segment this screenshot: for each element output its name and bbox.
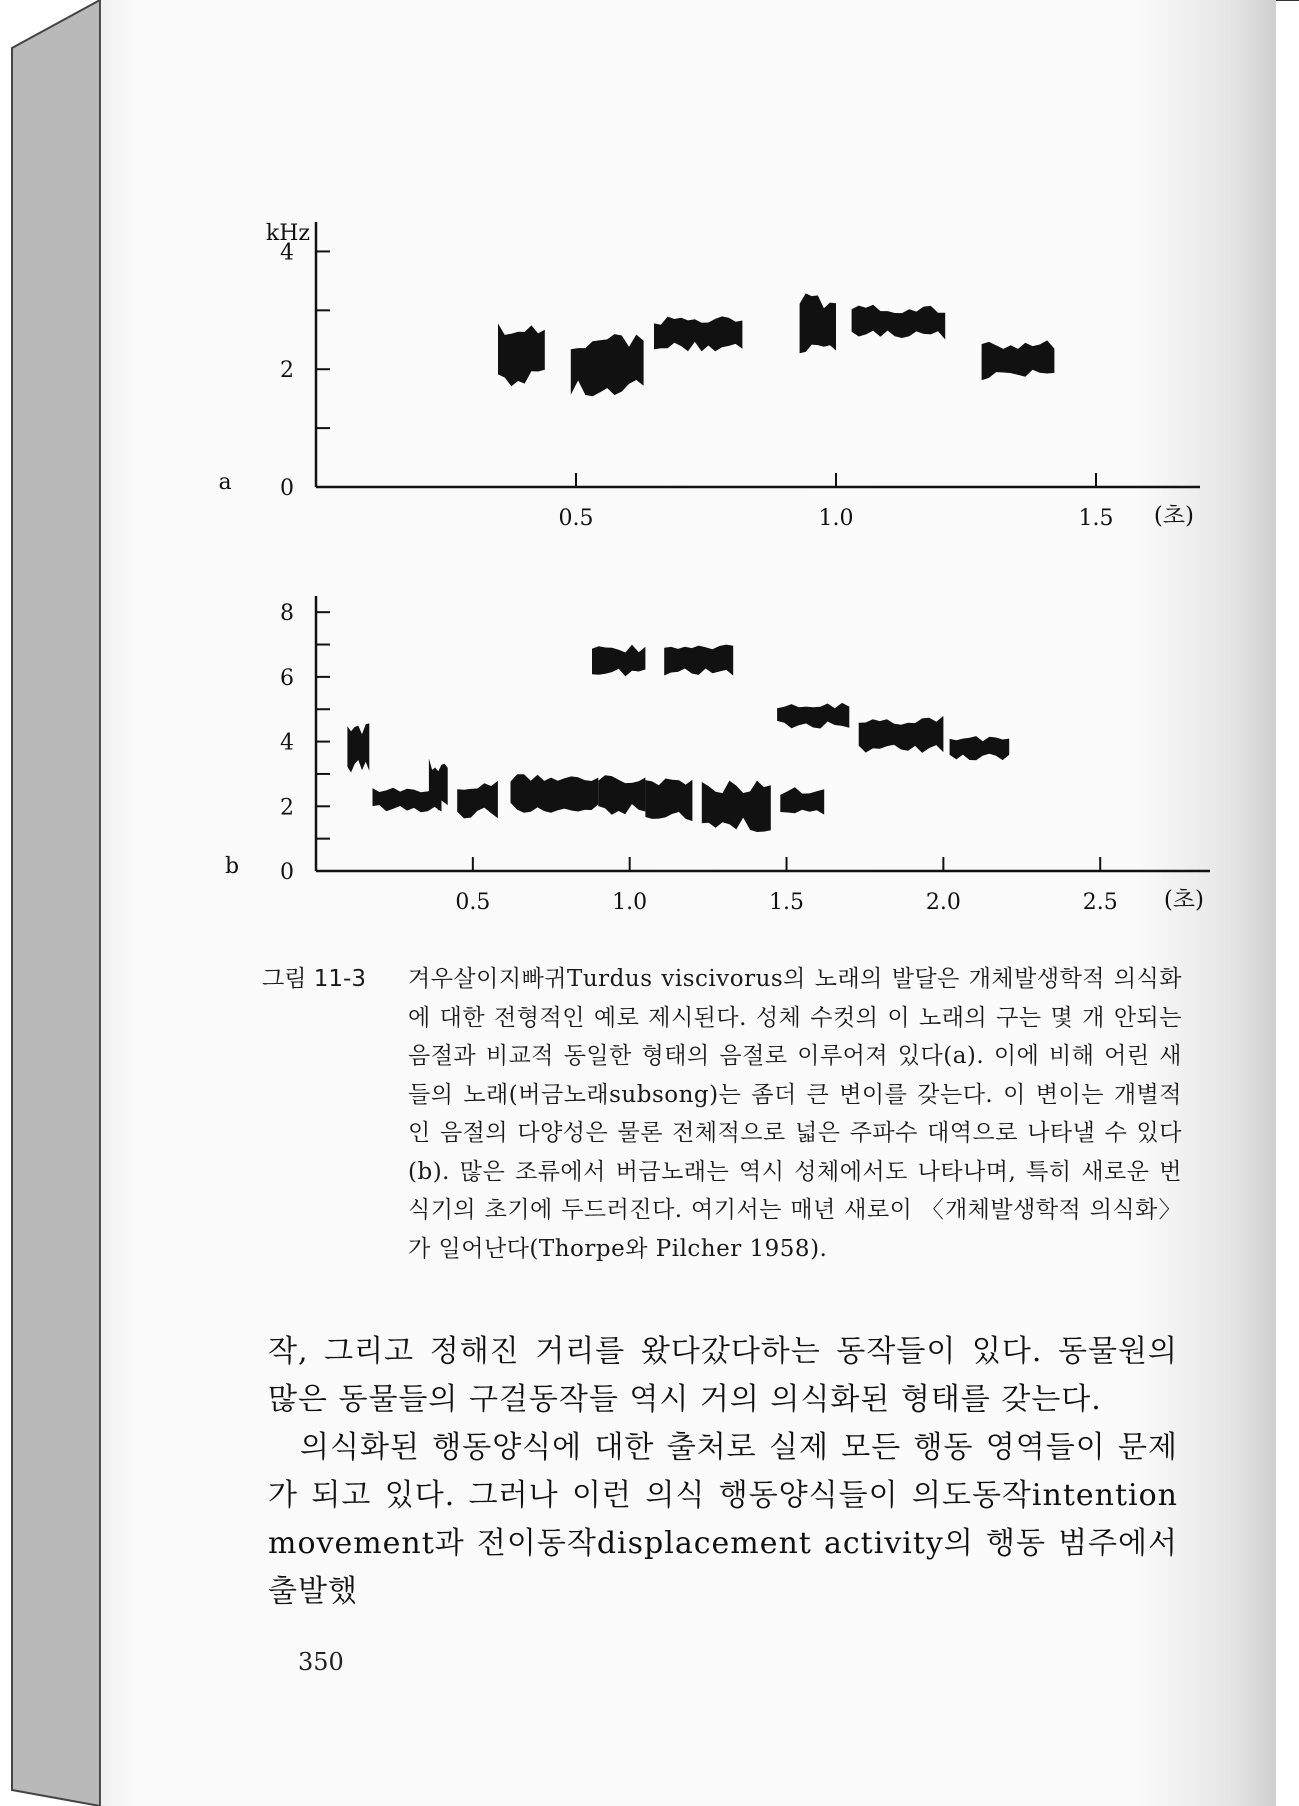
syllable-mark xyxy=(429,758,448,810)
y-tick-label: 0 xyxy=(280,860,294,885)
syllable-mark xyxy=(571,334,644,396)
x-tick-label: 1.0 xyxy=(612,890,648,915)
body-text xyxy=(268,1328,1178,1616)
y-tick-label: 4 xyxy=(280,730,294,756)
x-tick-label: 0.5 xyxy=(455,890,491,915)
syllable-mark xyxy=(645,779,692,822)
syllable-mark xyxy=(777,703,849,729)
body-paragraph-2: 의식화된 행동양식에 대한 출처로 실제 모든 행동 영역들이 문제가 되고 있다. 그러나 이런 의식 행동양식들이 의도동작intention movement과 전이동작displacement activity의 행동 범주에서 출발했 xyxy=(268,1430,1178,1609)
figure-caption-text: 겨우살이지빠귀Turdus viscivorus의 노래의 발달은 개체발생학적 의식화에 대한 전형적인 예로 제시된다. 성체 수컷의 이 노래의 구는 몇 개 안되는 음절과 비교적 동일한 형태의 음절로 이루어져 있다(a). 이에 비해 어린 새들의 노래(버금노래subsong)는 좀더 큰 변이를 갖는다. 이 변이는 개별적인 음절의 다양성은 물론 전체적으로 넓은 주파수 대역으로 나타낼 수 있다(b). 많은 조류에서 버금노래는 역시 성체에서도 나타나며, 특히 새로운 번식기의 초기에 두드러진다. 여기서는 매년 새로이 〈개체발생학적 의식화〉가 일어난다(Thorpe와 Pilcher 1958). xyxy=(408,966,1182,1262)
syllable-mark xyxy=(982,340,1055,380)
syllable-mark xyxy=(950,736,1010,760)
syllable-mark xyxy=(498,323,545,386)
page-number: 350 xyxy=(298,1648,344,1676)
y-tick-label: 8 xyxy=(280,601,294,627)
syllable-mark xyxy=(598,775,645,815)
x-axis-label: (초) xyxy=(1163,887,1204,913)
figure-label: 그림 11-3 xyxy=(262,966,366,992)
y-tick-label: 2 xyxy=(280,795,294,821)
syllable-mark xyxy=(859,716,944,753)
panel-label: a xyxy=(218,470,232,495)
syllable-mark xyxy=(457,781,498,819)
syllable-mark xyxy=(347,723,369,772)
x-tick-label: 0.5 xyxy=(558,506,594,531)
x-tick-label: 1.0 xyxy=(818,506,854,531)
syllable-mark xyxy=(852,305,946,340)
spectrogram-panel-b xyxy=(225,596,1210,915)
syllable-mark xyxy=(800,293,836,353)
panel-label: b xyxy=(224,854,240,879)
x-tick-label: 2.5 xyxy=(1082,890,1118,915)
syllable-mark xyxy=(664,645,733,676)
syllable-mark xyxy=(592,645,645,677)
syllable-mark xyxy=(511,774,599,812)
y-tick-label: 4 xyxy=(280,240,294,266)
syllable-mark xyxy=(654,316,742,351)
x-tick-label: 1.5 xyxy=(769,890,805,915)
syllable-mark xyxy=(780,787,824,814)
x-tick-label: 1.5 xyxy=(1078,506,1114,531)
figure-caption xyxy=(262,960,1182,1268)
y-tick-label: 6 xyxy=(280,665,294,691)
body-paragraph-1: 작, 그리고 정해진 거리를 왔다갔다하는 동작들이 있다. 동물원의 많은 동물들의 구걸동작들 역시 거의 의식화된 형태를 갖는다. xyxy=(268,1334,1178,1417)
y-axis-label: kHz xyxy=(265,221,310,246)
x-axis-label: (초) xyxy=(1153,503,1194,529)
spectrogram-panel-a xyxy=(218,221,1200,531)
y-tick-label: 0 xyxy=(280,476,294,501)
syllable-mark xyxy=(702,781,771,832)
y-tick-label: 2 xyxy=(280,358,294,384)
x-tick-label: 2.0 xyxy=(925,890,961,915)
